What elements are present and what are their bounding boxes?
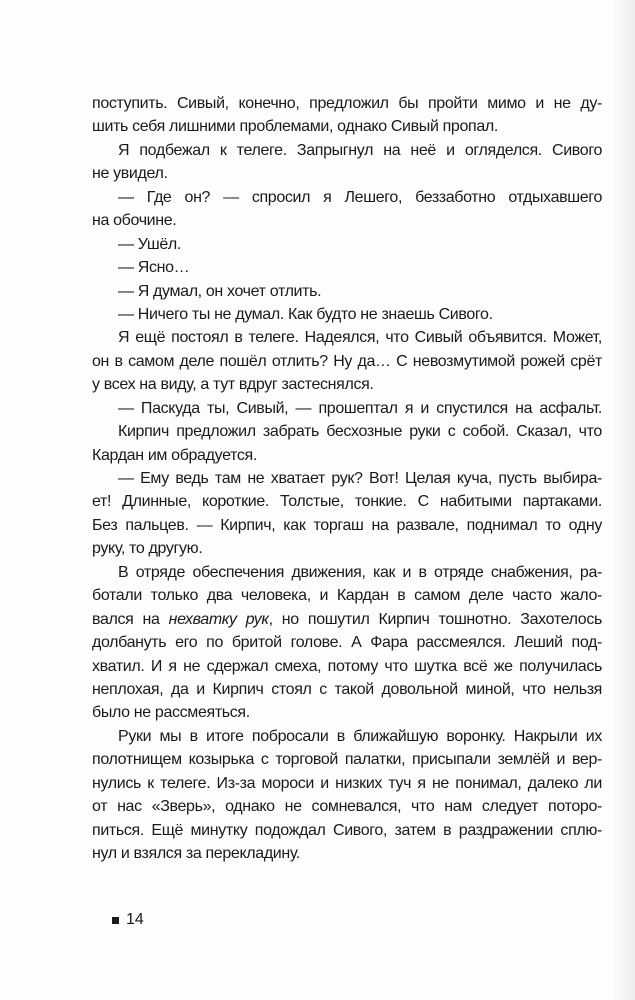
- text-line: — Ему ведь там не хватает рук? Вот! Целая куча, пусть выбира-: [118, 470, 602, 487]
- text-line: — Паскуда ты, Сивый, — прошептал я и спустился на асфальт.: [118, 399, 602, 417]
- text-line: Я подбежал к телеге. Запрыгнул на неё и огляделся. Сивого: [118, 141, 602, 159]
- square-bullet-icon: [112, 917, 119, 924]
- text-line: от нас «Зверь», однако не сомневался, что нам следует поторо-: [92, 798, 602, 816]
- text-line: В отряде обеспечения движения, как и в отряде снабжения, ра-: [118, 563, 602, 581]
- page-edge-shadow: [613, 0, 635, 1000]
- text-line: на обочине.: [92, 212, 177, 230]
- text-line: ет! Длинные, короткие. Толстые, тонкие. С набитыми партаками.: [92, 493, 602, 511]
- text-line: — Ясно…: [118, 259, 190, 277]
- text-line: нулись к телеге. Из-за мороси и низких туч я не понимал, далеко ли: [92, 774, 602, 792]
- text-line: Я ещё постоял в телеге. Надеялся, что Сивый объявится. Может,: [118, 329, 602, 347]
- text-line: [92, 608, 602, 631]
- text-line: руку, то другую.: [92, 540, 203, 558]
- text-line: — Я думал, он хочет отлить.: [118, 282, 322, 300]
- text-line: — Где он? — спросил я Лешего, беззаботно отдыхавшего: [118, 188, 602, 206]
- text-line: шить себя лишними проблемами, однако Сивый пропал.: [92, 118, 498, 136]
- text-line: Кирпич предложил забрать бесхозные руки с собой. Сказал, что: [118, 423, 602, 441]
- page-number: [112, 909, 144, 931]
- text-line: неплохая, да и Кирпич стоял с такой довольной миной, что нельзя: [92, 680, 602, 698]
- text-line: он в самом деле пошёл отлить? Ну да… С невозмутимой рожей срёт: [92, 352, 602, 370]
- text-line: у всех на виду, а тут вдруг застеснялся.: [92, 376, 374, 394]
- body-text: [92, 92, 602, 865]
- text-line: долбануть его по бритой голове. А Фара рассмеялся. Леший под-: [92, 634, 602, 652]
- text-line: хватил. И я не сдержал смеха, потому что шутка всё же получилась: [92, 657, 602, 675]
- text-line: Руки мы в итоге побросали в ближайшую воронку. Накрыли их: [118, 727, 602, 745]
- text-line: ботали только два человека, и Кардан в самом деле часто жало-: [92, 587, 602, 605]
- text-line: поступить. Сивый, конечно, предложил бы пройти мимо и не ду-: [92, 95, 602, 112]
- text-line: не увидел.: [92, 165, 168, 183]
- italic-phrase: нехватку рук: [168, 610, 269, 628]
- text-line: полотнищем козырька с торговой палатки, присыпали землёй и вер-: [92, 751, 602, 769]
- page-number-text: 14: [126, 911, 144, 928]
- text-line: питься. Ещё минутку подождал Сивого, затем в раздражении сплю-: [92, 821, 602, 839]
- text-line: нул и взялся за перекладину.: [92, 845, 301, 862]
- text-line: было не рассмеяться.: [92, 704, 250, 722]
- text-segment: , но пошутил Кирпич тошнотно. Захотелось: [268, 610, 602, 628]
- text-segment: вался на: [92, 610, 169, 628]
- text-line: Кардан им обрадуется.: [92, 446, 257, 464]
- text-line: — Ничего ты не думал. Как будто не знаешь Сивого.: [118, 305, 493, 323]
- text-line: Без пальцев. — Кирпич, как торгаш на развале, поднимал то одну: [92, 516, 602, 534]
- text-line: — Ушёл.: [118, 235, 181, 253]
